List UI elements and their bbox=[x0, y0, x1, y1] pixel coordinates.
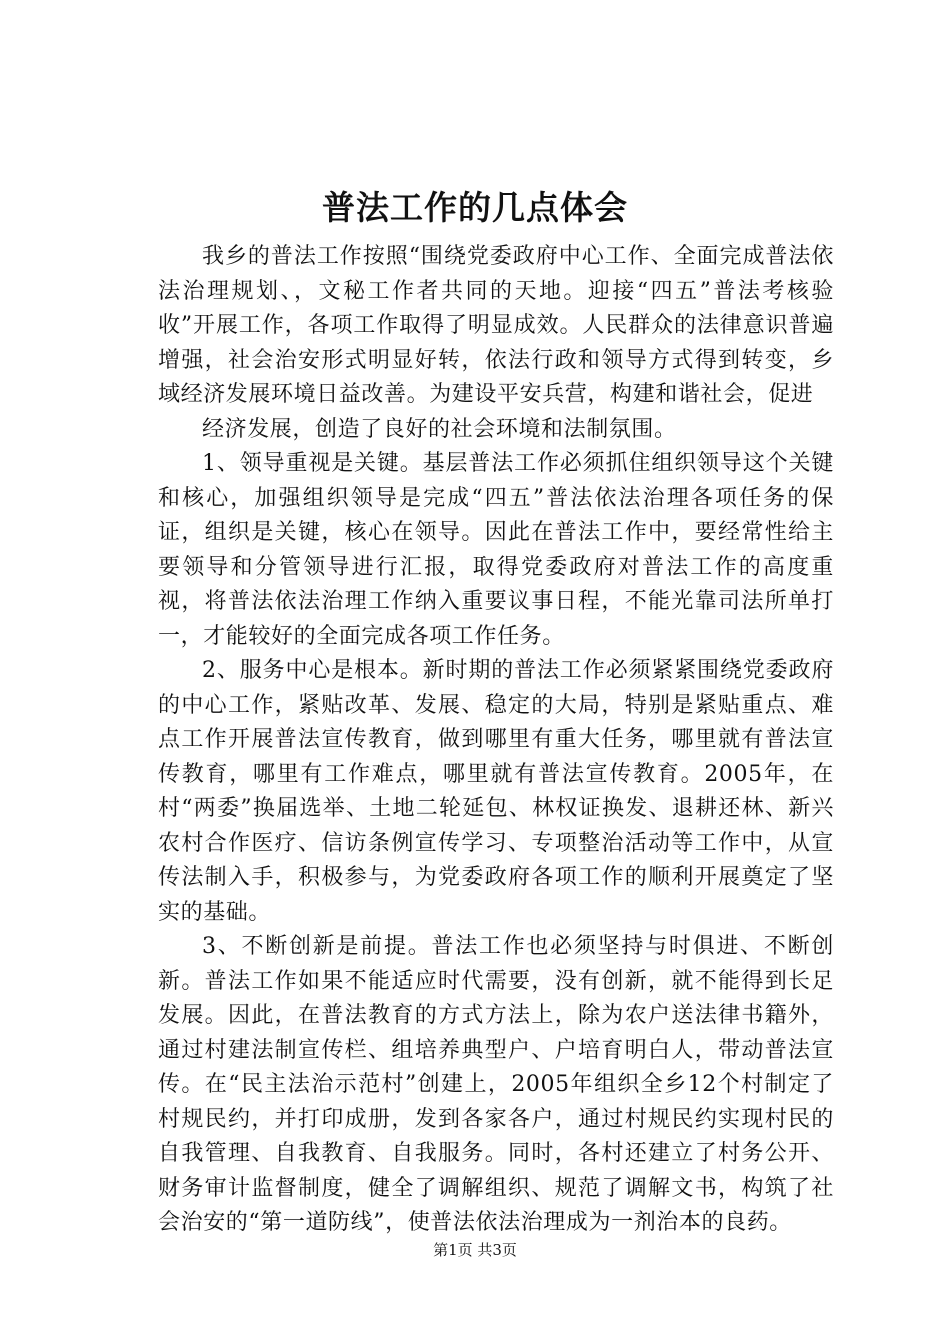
document-title: 普法工作的几点体会 bbox=[322, 188, 628, 227]
paragraph-point-1: 1、领导重视是关键。基层普法工作必须抓住组织领导这个关键和核心，加强组织领导是完成“四五”普法依法治理各项任务的保证，组织是关键，核心在领导。因此在普法工作中，要经常性给主要领导和分管领导进行汇报，取得党委政府对普法工作的高度重视，将普法依法治理工作纳入重要议事日程，不能光靠司法所单打一，才能较好的全面完成各项工作任务。 bbox=[158, 451, 834, 649]
paragraph-intro: 我乡的普法工作按照“围绕党委政府中心工作、全面完成普法依法治理规划、，文秘工作者共同的天地。迎接“四五”普法考核验收”开展工作，各项工作取得了明显成效。人民群众的法律意识普遍增强，社会治安形式明显好转，依法行政和领导方式得到转变，乡域经济发展环境日益改善。为建设平安兵营，构建和谐社会，促进 bbox=[158, 244, 834, 407]
paragraph-point-2: 2、服务中心是根本。新时期的普法工作必须紧紧围绕党委政府的中心工作，紧贴改革、发展、稳定的大局，特别是紧贴重点、难点工作开展普法宣传教育，做到哪里有重大任务，哪里就有普法宣传教育，哪里有工作难点，哪里就有普法宣传教育。2005年，在村“两委”换届选举、土地二轮延包、林权证换发、退耕还林、新兴农村合作医疗、信访条例宣传学习、专项整治活动等工作中，从宣传法制入手，积极参与，为党委政府各项工作的顺利开展奠定了坚实的基础。 bbox=[158, 658, 834, 925]
paragraph-point-3: 3、不断创新是前提。普法工作也必须坚持与时俱进、不断创新。普法工作如果不能适应时代需要，没有创新，就不能得到长足发展。因此，在普法教育的方式方法上，除为农户送法律书籍外，通过村建法制宣传栏、组培养典型户、户培育明白人，带动普法宣传。在“民主法治示范村”创建上，2005年组织全乡12个村制定了村规民约，并打印成册，发到各家各户，通过村规民约实现村民的自我管理、自我教育、自我服务。同时，各村还建立了村务公开、财务审计监督制度，健全了调解组织、规范了调解文书，构筑了社会治安的“第一道防线”，使普法依法治理成为一剂治本的良药。 bbox=[158, 934, 834, 1235]
paragraph-intro-continued: 经济发展，创造了良好的社会环境和法制氛围。 bbox=[202, 416, 677, 442]
page-footer: 第1页 共3页 bbox=[433, 1241, 517, 1259]
document-body bbox=[158, 240, 834, 1241]
